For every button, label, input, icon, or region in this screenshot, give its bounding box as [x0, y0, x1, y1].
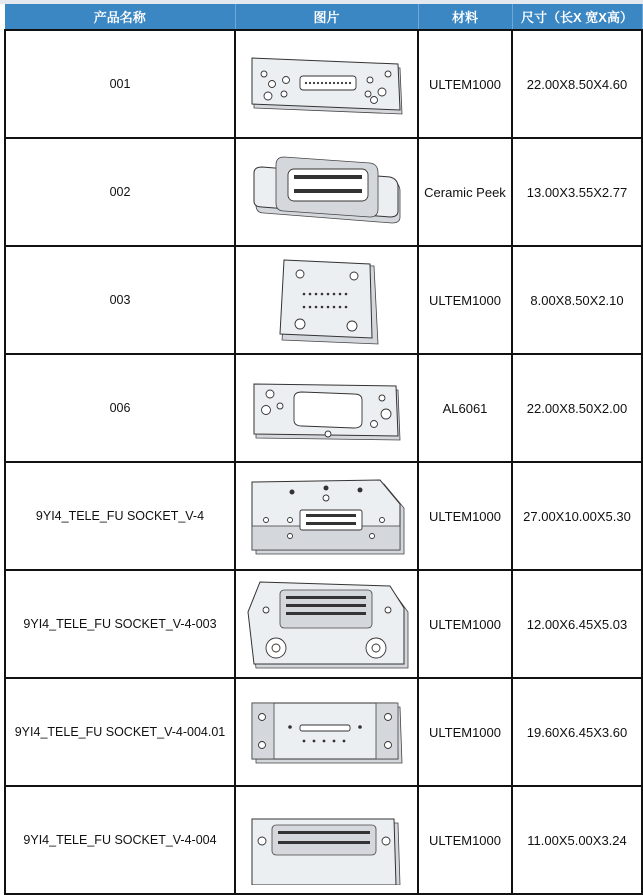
- product-image-cell: [235, 570, 418, 678]
- material-cell: ULTEM1000: [418, 786, 512, 894]
- product-image-cell: [235, 138, 418, 246]
- size-cell: 8.00X8.50X2.10: [512, 246, 642, 354]
- product-name-cell: 9YI4_TELE_FU SOCKET_V-4-003: [5, 570, 235, 678]
- table-row: [5, 246, 642, 354]
- part-002-image: [242, 147, 412, 237]
- material-cell: ULTEM1000: [418, 462, 512, 570]
- table-header-row: [5, 4, 642, 30]
- size-cell: 12.00X6.45X5.03: [512, 570, 642, 678]
- part-socket-v4-image: [242, 474, 412, 558]
- material-cell: ULTEM1000: [418, 570, 512, 678]
- product-name-cell: 9YI4_TELE_FU SOCKET_V-4-004: [5, 786, 235, 894]
- table-row: [5, 786, 642, 894]
- material-cell: AL6061: [418, 354, 512, 462]
- table-row: [5, 462, 642, 570]
- product-name-cell: 9YI4_TELE_FU SOCKET_V-4-004.01: [5, 678, 235, 786]
- part-003-image: [242, 252, 412, 348]
- product-image-cell: [235, 462, 418, 570]
- product-image-cell: [235, 786, 418, 894]
- part-socket-v4-004-01-image: [242, 697, 412, 767]
- material-cell: ULTEM1000: [418, 30, 512, 138]
- table-row: [5, 138, 642, 246]
- size-cell: 22.00X8.50X2.00: [512, 354, 642, 462]
- product-image-cell: [235, 354, 418, 462]
- header-size: 尺寸（长X 宽X高）: [512, 4, 642, 30]
- product-name-cell: 001: [5, 30, 235, 138]
- product-image-cell: [235, 678, 418, 786]
- part-socket-v4-003-image: [242, 576, 412, 672]
- product-name-cell: 003: [5, 246, 235, 354]
- product-name-cell: 006: [5, 354, 235, 462]
- product-table: [4, 4, 643, 895]
- part-006-image: [242, 368, 412, 448]
- header-image: 图片: [235, 4, 418, 30]
- size-cell: 11.00X5.00X3.24: [512, 786, 642, 894]
- table-row: [5, 30, 642, 138]
- material-cell: ULTEM1000: [418, 246, 512, 354]
- material-cell: ULTEM1000: [418, 678, 512, 786]
- size-cell: 27.00X10.00X5.30: [512, 462, 642, 570]
- table-row: [5, 678, 642, 786]
- product-image-cell: [235, 246, 418, 354]
- header-material: 材料: [418, 4, 512, 30]
- table-row: [5, 354, 642, 462]
- size-cell: 19.60X6.45X3.60: [512, 678, 642, 786]
- header-product-name: 产品名称: [5, 4, 235, 30]
- part-001-image: [242, 44, 412, 124]
- size-cell: 22.00X8.50X4.60: [512, 30, 642, 138]
- size-cell: 13.00X3.55X2.77: [512, 138, 642, 246]
- part-socket-v4-004-image: [242, 795, 412, 885]
- product-name-cell: 002: [5, 138, 235, 246]
- product-image-cell: [235, 30, 418, 138]
- product-name-cell: 9YI4_TELE_FU SOCKET_V-4: [5, 462, 235, 570]
- material-cell: Ceramic Peek: [418, 138, 512, 246]
- table-row: [5, 570, 642, 678]
